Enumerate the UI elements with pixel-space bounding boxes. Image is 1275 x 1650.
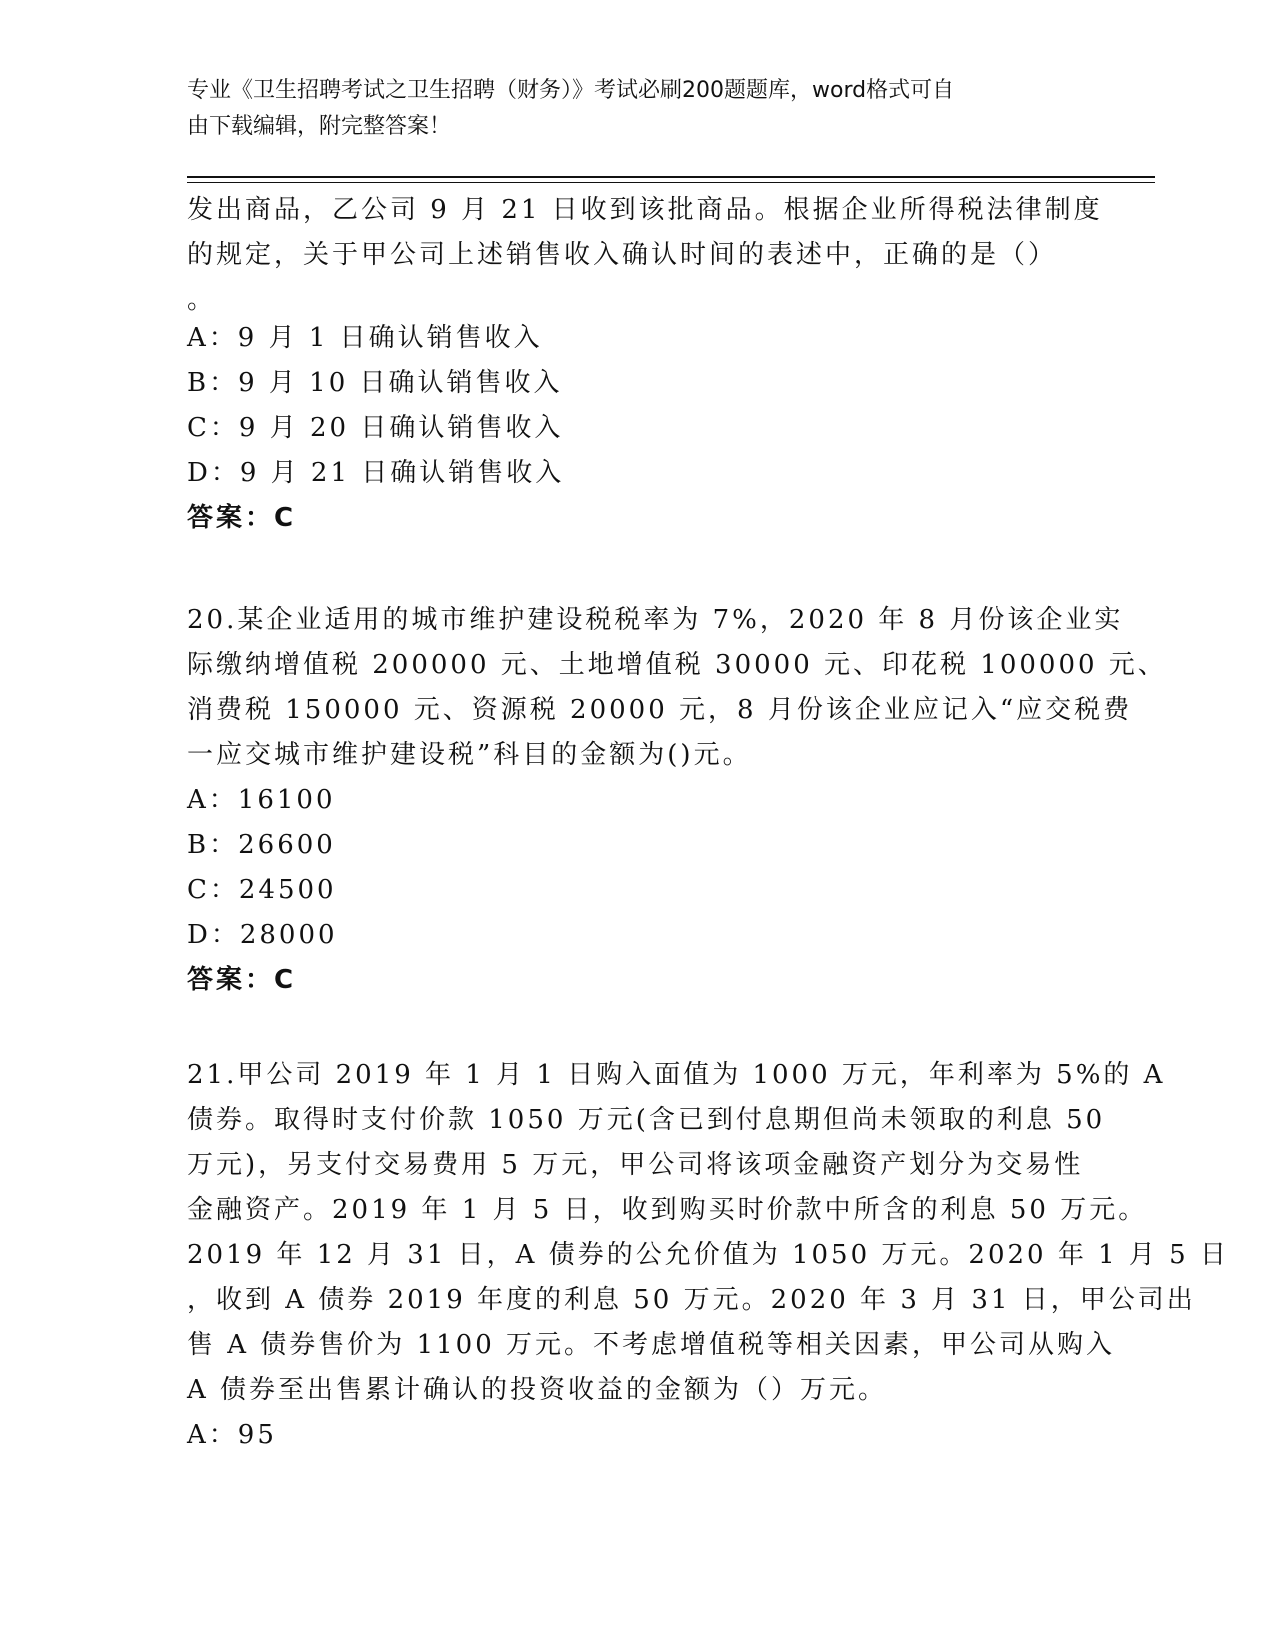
question-20 — [187, 598, 1167, 1003]
question-19-line-1: 发出商品，乙公司 9 月 21 日收到该批商品。根据企业所得税法律制度 — [187, 195, 1103, 225]
question-21-line-2: 债券。取得时支付价款 1050 万元(含已到付息期但尚未领取的利息 50 — [187, 1105, 1106, 1135]
question-19-line-3: 。 — [187, 285, 217, 315]
question-20-line-3: 消费税 150000 元、资源税 20000 元，8 月份该企业应记入“应交税费 — [187, 695, 1133, 725]
question-21-line-4: 金融资产。2019 年 1 月 5 日，收到购买时价款中所含的利息 50 万元。 — [187, 1195, 1148, 1225]
header-line-2: 由下载编辑，附完整答案！ — [187, 114, 452, 139]
question-20-option-b: B：26600 — [187, 830, 336, 860]
question-20-line-4: 一应交城市维护建设税”科目的金额为()元。 — [187, 740, 752, 770]
question-21-line-1: 21.甲公司 2019 年 1 月 1 日购入面值为 1000 万元，年利率为 5%的 A — [187, 1060, 1166, 1090]
header-rule-thick — [187, 176, 1155, 178]
question-20-option-c: C：24500 — [187, 875, 337, 905]
question-19-option-c: C：9 月 20 日确认销售收入 — [187, 413, 564, 443]
question-20-option-a: A：16100 — [187, 785, 336, 815]
question-19-option-a: A：9 月 1 日确认销售收入 — [187, 323, 543, 353]
question-21-line-3: 万元)，另支付交易费用 5 万元，甲公司将该项金融资产划分为交易性 — [187, 1150, 1084, 1180]
question-21-line-5: 2019 年 12 月 31 日，A 债券的公允价值为 1050 万元。2020 年 1 月 5 日 — [187, 1240, 1229, 1270]
question-21-line-7: 售 A 债券售价为 1100 万元。不考虑增值税等相关因素，甲公司从购入 — [187, 1330, 1116, 1360]
question-20-option-d: D：28000 — [187, 920, 338, 950]
question-21-line-6: ，收到 A 债券 2019 年度的利息 50 万元。2020 年 3 月 31 日，甲公司出 — [187, 1285, 1196, 1315]
question-19 — [187, 188, 1103, 541]
question-19-option-b: B：9 月 10 日确认销售收入 — [187, 368, 563, 398]
document-header — [187, 73, 1087, 145]
question-20-line-1: 20.某企业适用的城市维护建设税税率为 7%，2020 年 8 月份该企业实 — [187, 605, 1124, 635]
question-20-answer: 答案：C — [187, 965, 297, 995]
question-19-answer: 答案：C — [187, 503, 297, 533]
question-20-line-2: 际缴纳增值税 200000 元、土地增值税 30000 元、印花税 100000 元、 — [187, 650, 1167, 680]
question-21-option-a: A：95 — [187, 1420, 277, 1450]
question-19-option-d: D：9 月 21 日确认销售收入 — [187, 458, 565, 488]
question-21 — [187, 1053, 1229, 1458]
question-19-line-2: 的规定，关于甲公司上述销售收入确认时间的表述中，正确的是（） — [187, 240, 1058, 270]
header-line-1: 专业《卫生招聘考试之卫生招聘（财务）》考试必刷200题题库，word格式可自 — [187, 78, 955, 103]
header-rule-thin — [187, 182, 1155, 183]
question-21-line-8: A 债券至出售累计确认的投资收益的金额为（）万元。 — [187, 1375, 888, 1405]
